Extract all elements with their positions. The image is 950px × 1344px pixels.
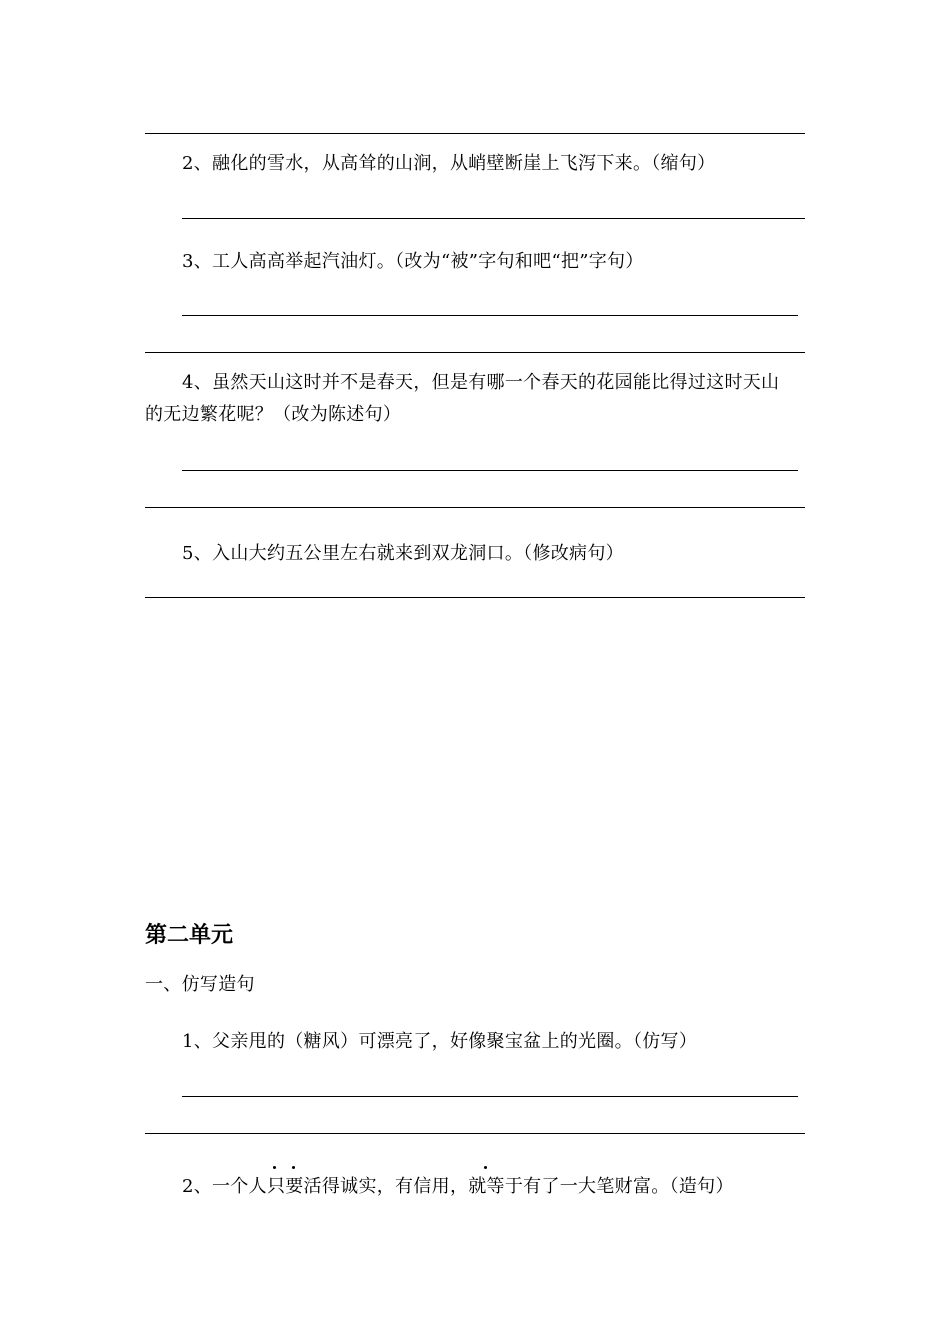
answer-line [145, 1133, 805, 1134]
question-3: 3、工人高高举起汽油灯。（改为“被”字句和吧“把”字句） [182, 251, 644, 272]
question-2: 2、融化的雪水，从高耸的山涧，从峭壁断崖上飞泻下来。（缩句） [182, 153, 716, 174]
question-4-line-2: 的无边繁花呢？（改为陈述句） [145, 404, 402, 425]
answer-line [182, 315, 798, 316]
question-2-unit-two: 2、一个人只要活得诚实，有信用，就等于有了一大笔财富。（造句） [182, 1176, 734, 1197]
unit-title: 第二单元 [145, 923, 234, 948]
emphasis-dot [484, 1166, 487, 1169]
answer-line [145, 133, 805, 134]
answer-line [182, 1096, 798, 1097]
answer-line [182, 470, 798, 471]
section-subtitle: 一、仿写造句 [145, 974, 255, 995]
answer-line [182, 218, 805, 219]
answer-line [145, 352, 805, 353]
question-4-line-1: 4、虽然天山这时并不是春天，但是有哪一个春天的花园能比得过这时天山 [182, 372, 780, 393]
answer-line [145, 507, 805, 508]
question-5: 5、入山大约五公里左右就来到双龙洞口。（修改病句） [182, 543, 624, 564]
answer-line [145, 597, 805, 598]
emphasis-dot [273, 1166, 276, 1169]
emphasis-dot [292, 1166, 295, 1169]
question-1: 1、父亲甩的（糖风）可漂亮了，好像聚宝盆上的光圈。（仿写） [182, 1031, 698, 1052]
